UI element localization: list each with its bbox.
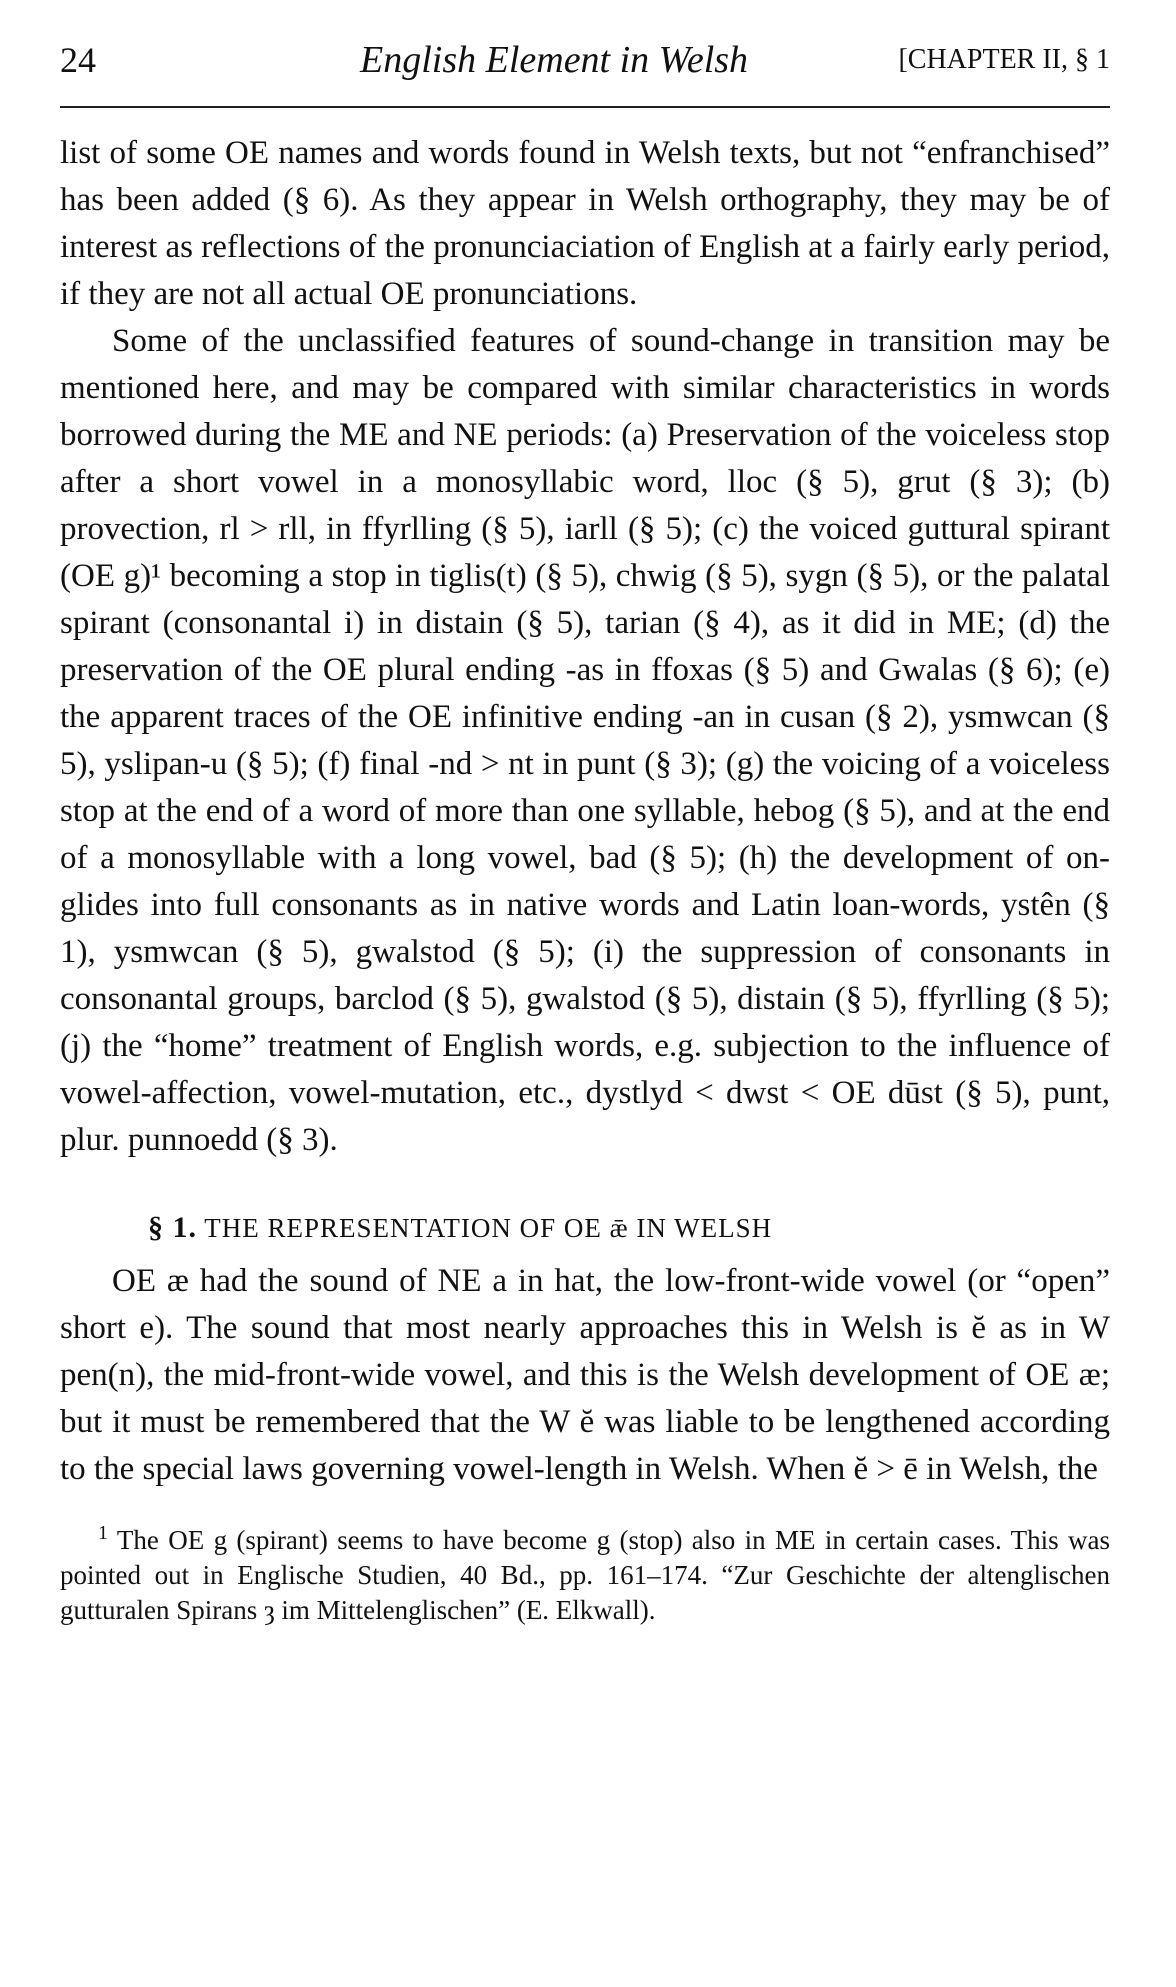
book-page — [60, 30, 1110, 1628]
header-rule — [60, 106, 1110, 108]
footnote-marker: 1 — [98, 1522, 108, 1544]
footnote — [60, 1523, 1110, 1628]
paragraph-2: Some of the unclassified features of sound-change in transition may be mentioned here, and may be compared with similar characteristics in words borrowed during the ME and NE periods: (a) Preservation of the voiceless stop after a short vowel in a monosyllabic word, lloc (§ 5), grut (§ 3); (b) provection, rl > rll, in ffyrlling (§ 5), iarll (§ 5); (c) the voiced guttural spirant (OE g)¹ becoming a stop in tiglis(t) (§ 5), chwig (§ 5), sygn (§ 5), or the palatal spirant (consonantal i) in distain (§ 5), tarian (§ 4), as it did in ME; (d) the preservation of the OE plural ending -as in ffoxas (§ 5) and Gwalas (§ 6); (e) the apparent traces of the OE infinitive ending -an in cusan (§ 2), ysmwcan (§ 5), yslipan-u (§ 5); (f) final -nd > nt in punt (§ 3); (g) the voicing of a voiceless stop at the end of a word of more than one syllable, hebog (§ 5), and at the end of a monosyllable with a long vowel, bad (§ 5); (h) the development of on-glides into full consonants as in native words and Latin loan-words, ystên (§ 1), ysmwcan (§ 5), gwalstod (§ 5); (i) the suppression of consonants in consonantal groups, barclod (§ 5), gwalstod (§ 5), distain (§ 5), ffyrlling (§ 5); (j) the “home” treatment of English words, e.g. subjection to the influence of vowel-affection, vowel-mutation, etc., dystlyd < dwst < OE dūst (§ 5), punt, plur. punnoedd (§ 3). — [60, 323, 1110, 1158]
chapter-reference: [CHAPTER II, § 1 — [898, 44, 1110, 75]
section-title: THE REPRESENTATION OF OE ǣ IN WELSH — [204, 1213, 773, 1243]
running-title: English Element in Welsh — [360, 39, 749, 81]
body-text — [60, 130, 1110, 1493]
footnote-text: The OE g (spirant) seems to have become g (stop) also in ME in certain cases. This was pointed out in Englische Studien, 40 Bd., pp. 161–174. “Zur Geschichte der altenglischen gutturalen Spirans ȝ im Mittelenglischen” (E. Elkwall). — [60, 1525, 1110, 1625]
paragraph-1: list of some OE names and words found in Welsh texts, but not “enfranchised” has been added (§ 6). As they appear in Welsh orthography, they may be of interest as reflections of the pronunciaciation of English at a fairly early period, if they are not all actual OE pronunciations. — [60, 135, 1110, 312]
paragraph-3: OE æ had the sound of NE a in hat, the low-front-wide vowel (or “open” short e). The sound that most nearly approaches this in Welsh is ĕ as in W pen(n), the mid-front-wide vowel, and this is the Welsh development of OE æ; but it must be remembered that the W ĕ was liable to be lengthened according to the special laws governing vowel-length in Welsh. When ĕ > ē in Welsh, the — [60, 1263, 1110, 1487]
section-number: § 1. — [148, 1211, 197, 1244]
running-head — [60, 30, 1110, 90]
page-number: 24 — [60, 40, 96, 80]
section-heading — [148, 1208, 1110, 1248]
